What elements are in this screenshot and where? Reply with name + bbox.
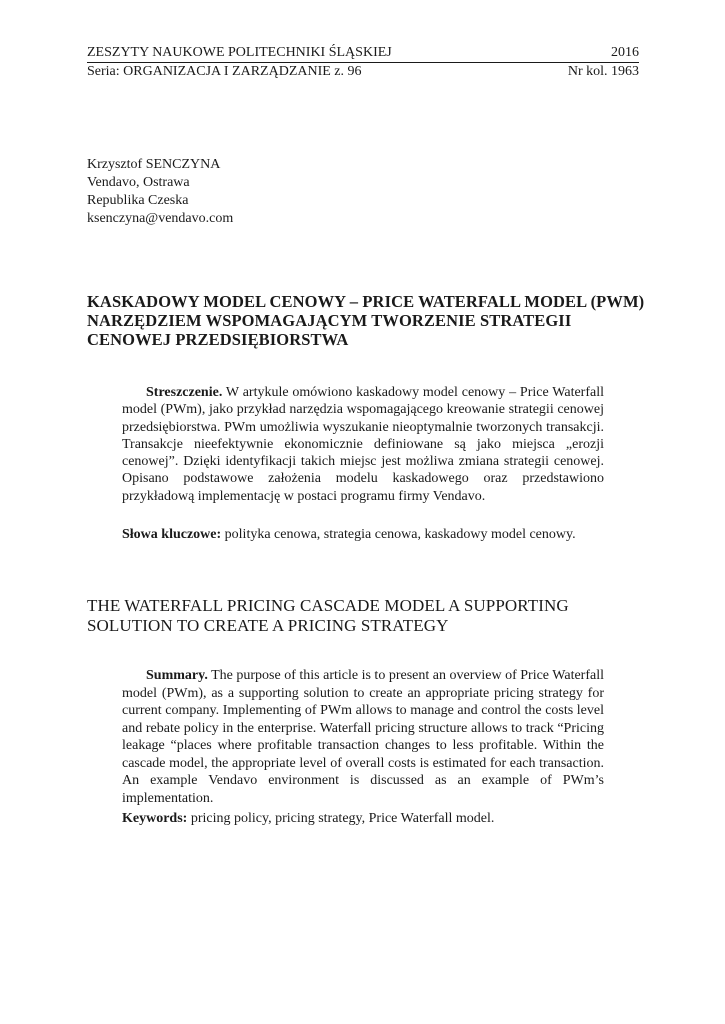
journal-year: 2016 [611,45,639,60]
author-affiliation: Vendavo, Ostrawa [87,175,190,190]
keywords-polish [122,526,622,543]
keywords-english [122,810,622,827]
issue-number: Nr kol. 1963 [567,64,639,79]
series-header [87,63,639,80]
paper-title-polish: KASKADOWY MODEL CENOWY – PRICE WATERFALL MODEL (PWM) NARZĘDZIEM WSPOMAGAJĄCYM TWORZENIE STRATEGII CENOWEJ PRZEDSIĘBIORSTWA [87,292,645,349]
author-block [87,156,233,228]
abstract-polish-label: Streszczenie. [146,385,223,400]
author-email: ksenczyna@vendavo.com [87,211,234,226]
keywords-english-text: pricing policy, pricing strategy, Price Waterfall model. [190,811,495,826]
journal-title: ZESZYTY NAUKOWE POLITECHNIKI ŚLĄSKIEJ [87,45,392,60]
abstract-polish-text: W artykule omówiono kaskadowy model cenowy – Price Waterfall model (PWm), jako przykład narzędzia wspomagającego kreowanie strategii cenowej przedsiębiorstwa. PWm umożliwia wyszukanie nieoptymalnie tworzonych transakcji. Transakcje nieefektywnie ekonomicznie definiowane są jako miejsca „erozji cenowej”. Dzięki identyfikacji takich miejsc jest możliwa zmiana strategii cenowej. Opisano podstawowe założenia modelu kaskadowego oraz przedstawiono przykładową implementację w postaci programu firmy Vendavo. [122,385,604,504]
keywords-english-label: Keywords: [122,811,188,826]
abstract-english [122,667,604,807]
keywords-polish-text: polityka cenowa, strategia cenowa, kaskadowy model cenowy. [224,527,576,542]
series-info: Seria: ORGANIZACJA I ZARZĄDZANIE z. 96 [87,64,362,79]
author-country: Republika Czeska [87,193,189,208]
abstract-english-label: Summary. [146,668,208,683]
author-name: Krzysztof SENCZYNA [87,157,221,172]
journal-header [87,44,639,61]
abstract-polish [122,384,604,505]
abstract-english-text: The purpose of this article is to present an overview of Price Waterfall model (PWm), as a supporting solution to create an appropriate pricing strategy for current company. Implementing of PWm allows to manage and control the costs level and rebate policy in the enterprise. Waterfall pricing structure allows to track “Pricing leakage “places where profitable transaction changes to less profitable. Within the cascade model, the appropriate level of overall costs is estimated for each transaction. An example Vendavo environment is discussed as an example of PWm’s implementation. [122,668,604,806]
paper-title-english: THE WATERFALL PRICING CASCADE MODEL A SUPPORTING SOLUTION TO CREATE A PRICING STRATEGY [87,596,569,635]
keywords-polish-label: Słowa kluczowe: [122,527,222,542]
